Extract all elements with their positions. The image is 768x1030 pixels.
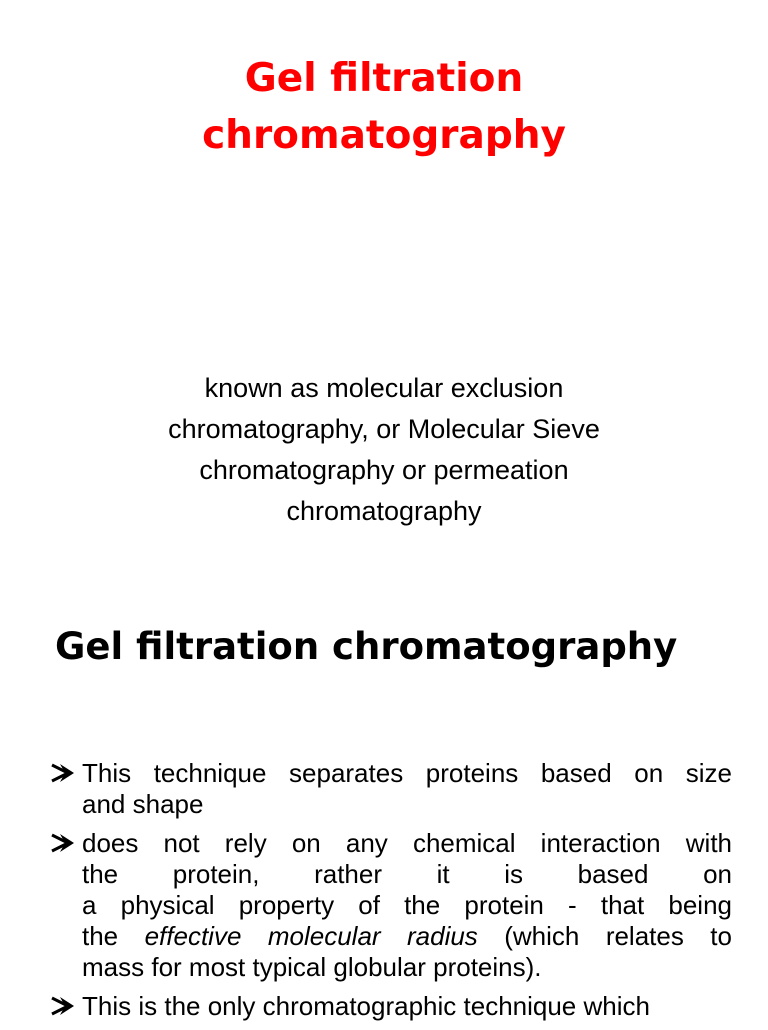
- list-item: [50, 758, 732, 820]
- emphasis-text: effective molecular radius: [144, 921, 478, 951]
- slide-title-line-2: chromatography: [202, 113, 566, 158]
- bullet-2-line-4-before: the: [82, 921, 119, 951]
- bullet-list: [50, 758, 732, 1030]
- subtitle-line-2: chromatography, or Molecular Sieve: [168, 414, 600, 444]
- list-item: [50, 828, 732, 983]
- arrow-bullet-icon: [50, 761, 76, 785]
- bullet-1-line-2: and shape: [82, 789, 204, 819]
- bullet-2-line-5: mass for most typical globular proteins).: [82, 952, 542, 982]
- arrow-bullet-icon: [50, 831, 76, 855]
- bullet-2-line-3: a physical property of the protein - that being: [82, 890, 732, 920]
- bullet-2-line-4: [82, 921, 732, 952]
- slide-subtitle: [0, 368, 768, 532]
- bullet-2-line-4-after: (which relates to: [504, 921, 732, 951]
- bullet-3-line-1: This is the only chromatographic technique which: [82, 991, 650, 1021]
- subtitle-line-3: chromatography or permeation: [199, 455, 569, 485]
- subtitle-line-1: known as molecular exclusion: [204, 373, 564, 403]
- bullet-2-line-2: the protein, rather it is based on: [82, 859, 732, 889]
- arrow-bullet-icon: [50, 994, 76, 1018]
- section-title: Gel filtration chromatography: [55, 625, 678, 668]
- bullet-1-line-1: This technique separates proteins based on size: [82, 758, 732, 788]
- slide-title: [0, 50, 768, 164]
- list-item: [50, 991, 732, 1022]
- subtitle-line-4: chromatography: [286, 496, 482, 526]
- bullet-2-line-1: does not rely on any chemical interaction with: [82, 828, 732, 858]
- slide-title-line-1: Gel filtration: [244, 56, 524, 101]
